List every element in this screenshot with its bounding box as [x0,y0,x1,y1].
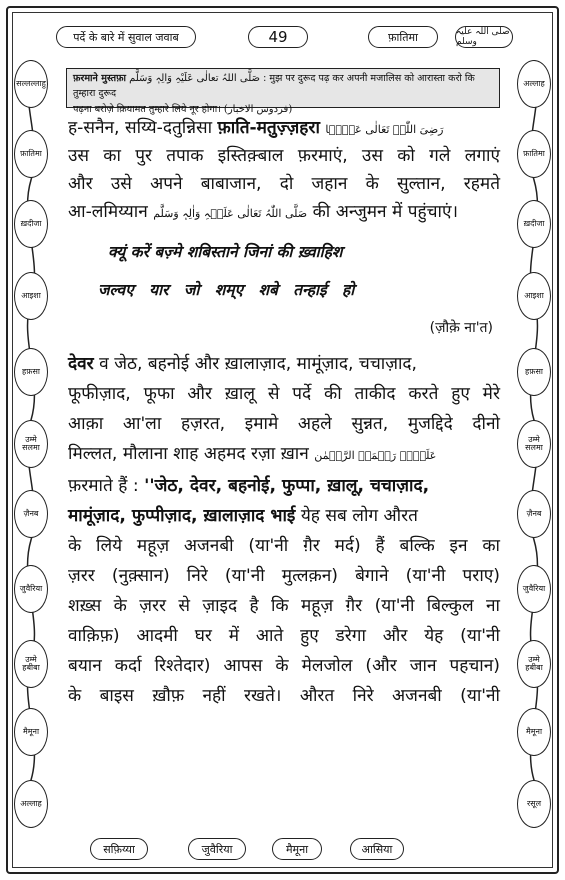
left-medallion: ख़दीजा [14,200,48,248]
text-line: आक़ा आ'ला हज़रत, इमामे अहले सुन्नत, मुजद्दिदे दीनो [68,414,500,434]
text-line: उस का पुर तपाक इस्तिक़्बाल फ़रमाएं, उस को गले लगाएं [68,146,500,166]
right-medallion: उम्मे हबीबा [517,640,551,688]
footer-label: आसिया [350,838,404,860]
text-line: के बाइस ख़ौफ़ नहीं रखते। औरत निरे अजनबी (या'नी [68,686,500,706]
text-line: शख़्स के ज़रर से ज़ाइद है कि महूज़ ग़ैर (या'नी बिल्कुल ना [68,596,500,616]
notice-arabic: صَلَّی اللہُ تعالٰی عَلَیْہِ وَالِہٖ وَسَلَّم [129,73,260,84]
notice-label: फ़रमाने मुस्तफ़ा [73,73,127,84]
notice-text-1: : मुझ पर दुरूद पढ़ कर अपनी मजालिस को आरास्ता करो कि तुम्हारा दुरूद [73,73,475,99]
footer-label: जुवैरिया [188,838,246,860]
header-name: फ़ातिमा [368,26,438,48]
text-line: देवर व जेठ, बहनोई और ख़ालाज़ाद, मामूंज़ाद, चचाज़ाद, [68,354,417,374]
footer-label: सफ़िय्या [90,838,148,860]
verse-line-1: क्यूं करें बज़्मे शबिस्ताने जिनां की ख़्वाहिश [108,243,343,261]
text-line: वाक़िफ़) आदमी घर में आते हुए डरेगा और येह (या'नी [68,626,500,646]
right-medallion: हफ़सा [517,348,551,396]
left-medallion: सल्लल्लाहु [14,60,48,108]
left-medallion: हफ़सा [14,348,48,396]
text-line: ह-सनैन, सय्यि-दतुन्निसा फ़ाति-मतुज़्ज़हरा رَضِیَ اللّٰہُ تَعَالٰی عَنۡہَا [68,118,444,138]
left-medallion: अल्लाह [14,780,48,828]
right-medallion: ख़दीजा [517,200,551,248]
right-medallion: फ़ातिमा [517,130,551,178]
text-line: फूफीज़ाद, फूफा और ख़ालू से पर्दे की ताकीद करते हुए मेरे [68,384,500,404]
verse-line-2: जल्वए यार जो शम्ए शबे तन्हाई हो [98,281,355,299]
notice-source: (فردوس الاخبار) [223,103,293,115]
text-line: और उसे अपने बाबाजान, दो जहान के सुल्तान, रहमते [68,174,500,194]
verse-reference: (ज़ौक़े ना'त) [429,320,493,336]
left-medallion: उम्मे हबीबा [14,640,48,688]
right-medallion: आइशा [517,272,551,320]
page-header [50,22,515,52]
text-line: फ़रमाते हैं : ''जेठ, देवर, बहनोई, फुप्पा, ख़ालू, चचाज़ाद, [68,476,430,496]
right-medallion: मैमूना [517,708,551,756]
left-medallion: आइशा [14,272,48,320]
notice-text-2: पढ़ना बरोज़े क़ियामत तुम्हारे लिये नूर होगा। [73,103,221,115]
left-medallion: मैमूना [14,708,48,756]
text-line: मामूंज़ाद, फुप्पीज़ाद, ख़ालाज़ाद भाई येह सब लोग औरत [68,506,418,526]
right-medallion: ज़ैनब [517,490,551,538]
hadith-notice-box [66,68,500,115]
left-medallion: ज़ैनब [14,490,48,538]
text-line: के लिये महूज़ अजनबी (या'नी ग़ैर मर्द) हैं बल्कि इन का [68,536,500,556]
book-title: पर्दे के बारे में सुवाल जवाब [56,26,196,48]
page-number: 49 [248,26,308,48]
text-line: बयान कर्दा रिश्तेदार) आपस के मेलजोल (और जान पहचान) [68,656,500,676]
left-medallion: जुवैरिया [14,565,48,613]
text-line: ज़रर (नुक़्सान) निरे (या'नी मुत्लक़न) बेगाने (या'नी पराए) [68,566,500,586]
text-line: मिल्लत, मौलाना शाह अहमद रज़ा ख़ान عَلَیۡہِ رَحۡمَۃُ الرَّحۡمٰن [68,444,437,464]
footer-label: मैमूना [272,838,322,860]
text-line: आ-लमिय्यान صَلَّی اللّٰہُ تَعَالٰی عَلَیۡہِ وَاٰلِہٖ وَسَلَّم की अन्जुमन में पहुंचाएं। [68,202,458,222]
header-seal: صلی اللہ علیہ وسلم [455,26,513,48]
left-medallion: फ़ातिमा [14,130,48,178]
left-medallion: उम्मे सलमा [14,420,48,468]
right-medallion: अल्लाह [517,60,551,108]
right-medallion: जुवैरिया [517,565,551,613]
right-medallion: उम्मे सलमा [517,420,551,468]
right-medallion: रसूल [517,780,551,828]
